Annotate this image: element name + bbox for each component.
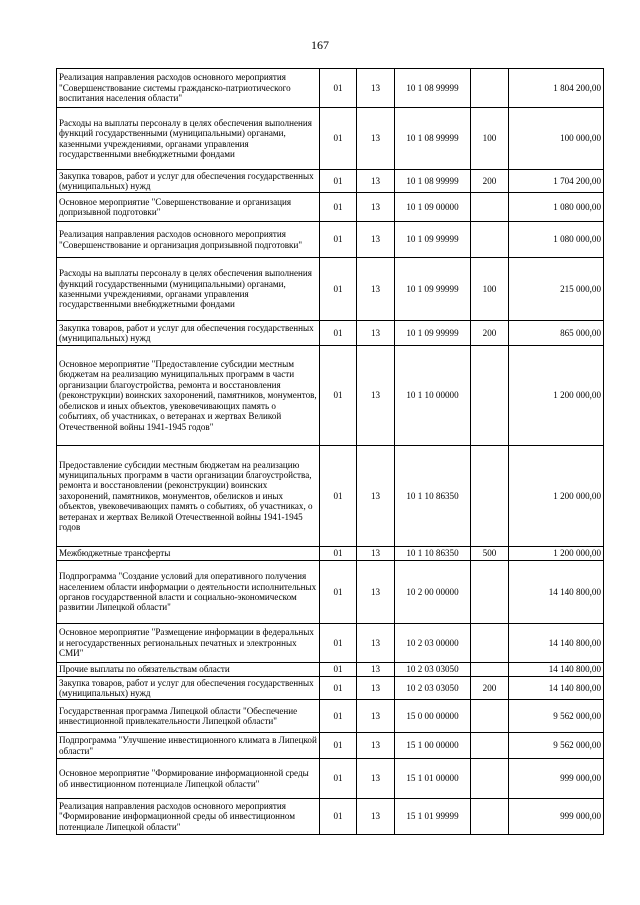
row-name-cell: Основное мероприятие "Формирование информационной среды об инвестиционном потенциале Липецкой области" bbox=[57, 759, 320, 799]
row-amount-cell: 999 000,00 bbox=[509, 799, 604, 835]
row-target-code-cell: 10 1 10 00000 bbox=[395, 346, 471, 446]
row-name-cell: Расходы на выплаты персоналу в целях обеспечения выполнения функций государственными (муниципальными) органами, казенными учреждениями, органами управления государственными внебюджетными фондами bbox=[57, 258, 320, 321]
table-row bbox=[57, 346, 604, 446]
row-amount-cell: 1 200 000,00 bbox=[509, 547, 604, 561]
row-amount-cell: 9 562 000,00 bbox=[509, 700, 604, 733]
row-target-code-cell: 15 1 01 99999 bbox=[395, 799, 471, 835]
row-subsection-cell: 13 bbox=[357, 799, 395, 835]
row-expense-type-cell: 200 bbox=[471, 321, 509, 346]
row-name-cell: Закупка товаров, работ и услуг для обеспечения государственных (муниципальных) нужд bbox=[57, 677, 320, 700]
row-subsection-cell: 13 bbox=[357, 446, 395, 547]
row-expense-type-cell: 500 bbox=[471, 547, 509, 561]
row-name-cell: Государственная программа Липецкой области "Обеспечение инвестиционной привлекательности Липецкой области" bbox=[57, 700, 320, 733]
page-number: 167 bbox=[311, 38, 329, 52]
row-section-cell: 01 bbox=[320, 69, 357, 108]
row-amount-cell: 100 000,00 bbox=[509, 108, 604, 170]
table-row bbox=[57, 193, 604, 222]
row-name-cell: Реализация направления расходов основного мероприятия "Формирование информационной среды об инвестиционном потенциале Липецкой области" bbox=[57, 799, 320, 835]
row-expense-type-cell bbox=[471, 663, 509, 677]
table-row bbox=[57, 170, 604, 193]
row-amount-cell: 1 080 000,00 bbox=[509, 193, 604, 222]
row-name-cell: Подпрограмма "Создание условий для оперативного получения населением области информации о деятельности исполнительных органов государственной власти и социально-экономическом развитии Липецкой области" bbox=[57, 561, 320, 624]
row-section-cell: 01 bbox=[320, 170, 357, 193]
row-target-code-cell: 10 1 09 99999 bbox=[395, 258, 471, 321]
row-target-code-cell: 15 1 01 00000 bbox=[395, 759, 471, 799]
row-section-cell: 01 bbox=[320, 759, 357, 799]
table-row bbox=[57, 69, 604, 108]
budget-table bbox=[56, 68, 604, 835]
row-name-cell: Межбюджетные трансферты bbox=[57, 547, 320, 561]
row-section-cell: 01 bbox=[320, 446, 357, 547]
table-row bbox=[57, 759, 604, 799]
row-expense-type-cell: 200 bbox=[471, 677, 509, 700]
row-target-code-cell: 10 2 00 00000 bbox=[395, 561, 471, 624]
row-section-cell: 01 bbox=[320, 700, 357, 733]
row-section-cell: 01 bbox=[320, 733, 357, 759]
row-section-cell: 01 bbox=[320, 799, 357, 835]
row-amount-cell: 14 140 800,00 bbox=[509, 677, 604, 700]
row-subsection-cell: 13 bbox=[357, 193, 395, 222]
row-name-cell: Закупка товаров, работ и услуг для обеспечения государственных (муниципальных) нужд bbox=[57, 170, 320, 193]
row-subsection-cell: 13 bbox=[357, 759, 395, 799]
table-row bbox=[57, 677, 604, 700]
row-subsection-cell: 13 bbox=[357, 700, 395, 733]
row-subsection-cell: 13 bbox=[357, 346, 395, 446]
row-amount-cell: 865 000,00 bbox=[509, 321, 604, 346]
row-name-cell: Прочие выплаты по обязательствам области bbox=[57, 663, 320, 677]
table-row bbox=[57, 258, 604, 321]
row-name-cell: Предоставление субсидии местным бюджетам на реализацию муниципальных программ в части организации благоустройства, ремонта и восстановлении (реконструкции) воинских захоронений, памятников, монументов, обелисков и иных объектов, увековечивающих память о событиях, об участниках, о ветеранах и жертвах Великой Отечественной войны 1941-1945 годов bbox=[57, 446, 320, 547]
row-amount-cell: 999 000,00 bbox=[509, 759, 604, 799]
row-subsection-cell: 13 bbox=[357, 108, 395, 170]
row-target-code-cell: 15 0 00 00000 bbox=[395, 700, 471, 733]
row-name-cell: Основное мероприятие "Предоставление субсидии местным бюджетам на реализацию муниципальных программ в части организации благоустройства, ремонта и восстановления (реконструкции) воинских захоронений, памятников, монументов, обелисков и иных объектов, увековечивающих память о событиях, об участниках, о ветеранах и жертвах Великой Отечественной войны 1941-1945 годов" bbox=[57, 346, 320, 446]
row-expense-type-cell bbox=[471, 69, 509, 108]
row-amount-cell: 1 200 000,00 bbox=[509, 446, 604, 547]
budget-table-body bbox=[57, 69, 604, 835]
row-expense-type-cell bbox=[471, 561, 509, 624]
row-amount-cell: 14 140 800,00 bbox=[509, 624, 604, 663]
table-row bbox=[57, 733, 604, 759]
row-expense-type-cell bbox=[471, 624, 509, 663]
row-expense-type-cell: 200 bbox=[471, 170, 509, 193]
row-expense-type-cell bbox=[471, 346, 509, 446]
row-subsection-cell: 13 bbox=[357, 321, 395, 346]
row-name-cell: Основное мероприятие "Размещение информации в федеральных и негосударственных региональных печатных и электронных СМИ" bbox=[57, 624, 320, 663]
row-section-cell: 01 bbox=[320, 346, 357, 446]
row-target-code-cell: 10 1 10 86350 bbox=[395, 446, 471, 547]
row-amount-cell: 1 804 200,00 bbox=[509, 69, 604, 108]
row-subsection-cell: 13 bbox=[357, 663, 395, 677]
row-section-cell: 01 bbox=[320, 561, 357, 624]
row-expense-type-cell bbox=[471, 193, 509, 222]
row-target-code-cell: 10 1 08 99999 bbox=[395, 170, 471, 193]
row-subsection-cell: 13 bbox=[357, 69, 395, 108]
row-expense-type-cell bbox=[471, 222, 509, 258]
row-subsection-cell: 13 bbox=[357, 258, 395, 321]
row-expense-type-cell bbox=[471, 446, 509, 547]
row-expense-type-cell bbox=[471, 799, 509, 835]
row-section-cell: 01 bbox=[320, 222, 357, 258]
row-name-cell: Подпрограмма "Улучшение инвестиционного климата в Липецкой области" bbox=[57, 733, 320, 759]
row-name-cell: Закупка товаров, работ и услуг для обеспечения государственных (муниципальных) нужд bbox=[57, 321, 320, 346]
row-amount-cell: 1 704 200,00 bbox=[509, 170, 604, 193]
row-subsection-cell: 13 bbox=[357, 222, 395, 258]
row-expense-type-cell: 100 bbox=[471, 108, 509, 170]
row-section-cell: 01 bbox=[320, 108, 357, 170]
row-amount-cell: 1 080 000,00 bbox=[509, 222, 604, 258]
row-amount-cell: 215 000,00 bbox=[509, 258, 604, 321]
row-subsection-cell: 13 bbox=[357, 624, 395, 663]
row-subsection-cell: 13 bbox=[357, 733, 395, 759]
row-subsection-cell: 13 bbox=[357, 547, 395, 561]
row-amount-cell: 14 140 800,00 bbox=[509, 663, 604, 677]
row-expense-type-cell bbox=[471, 759, 509, 799]
table-row bbox=[57, 561, 604, 624]
row-section-cell: 01 bbox=[320, 663, 357, 677]
row-expense-type-cell bbox=[471, 700, 509, 733]
row-target-code-cell: 10 1 08 99999 bbox=[395, 69, 471, 108]
row-section-cell: 01 bbox=[320, 547, 357, 561]
row-subsection-cell: 13 bbox=[357, 677, 395, 700]
table-row bbox=[57, 222, 604, 258]
row-target-code-cell: 10 2 03 00000 bbox=[395, 624, 471, 663]
table-row bbox=[57, 446, 604, 547]
row-name-cell: Основное мероприятие "Совершенствование и организация допризывной подготовки" bbox=[57, 193, 320, 222]
row-section-cell: 01 bbox=[320, 193, 357, 222]
row-subsection-cell: 13 bbox=[357, 561, 395, 624]
row-target-code-cell: 10 1 09 00000 bbox=[395, 193, 471, 222]
table-row bbox=[57, 108, 604, 170]
row-expense-type-cell: 100 bbox=[471, 258, 509, 321]
row-target-code-cell: 10 2 03 03050 bbox=[395, 663, 471, 677]
row-section-cell: 01 bbox=[320, 321, 357, 346]
row-amount-cell: 1 200 000,00 bbox=[509, 346, 604, 446]
row-target-code-cell: 15 1 00 00000 bbox=[395, 733, 471, 759]
table-row bbox=[57, 624, 604, 663]
row-target-code-cell: 10 1 09 99999 bbox=[395, 321, 471, 346]
table-row bbox=[57, 547, 604, 561]
table-row bbox=[57, 700, 604, 733]
row-section-cell: 01 bbox=[320, 258, 357, 321]
row-section-cell: 01 bbox=[320, 677, 357, 700]
row-subsection-cell: 13 bbox=[357, 170, 395, 193]
table-row bbox=[57, 799, 604, 835]
row-section-cell: 01 bbox=[320, 624, 357, 663]
row-name-cell: Реализация направления расходов основного мероприятия "Совершенствование системы гражданско-патриотического воспитания населения области" bbox=[57, 69, 320, 108]
row-name-cell: Расходы на выплаты персоналу в целях обеспечения выполнения функций государственными (муниципальными) органами, казенными учреждениями, органами управления государственными внебюджетными фондами bbox=[57, 108, 320, 170]
row-target-code-cell: 10 2 03 03050 bbox=[395, 677, 471, 700]
row-amount-cell: 14 140 800,00 bbox=[509, 561, 604, 624]
row-expense-type-cell bbox=[471, 733, 509, 759]
row-amount-cell: 9 562 000,00 bbox=[509, 733, 604, 759]
row-target-code-cell: 10 1 10 86350 bbox=[395, 547, 471, 561]
table-row bbox=[57, 321, 604, 346]
row-target-code-cell: 10 1 09 99999 bbox=[395, 222, 471, 258]
row-target-code-cell: 10 1 08 99999 bbox=[395, 108, 471, 170]
table-row bbox=[57, 663, 604, 677]
row-name-cell: Реализация направления расходов основного мероприятия "Совершенствование и организация допризывной подготовки" bbox=[57, 222, 320, 258]
